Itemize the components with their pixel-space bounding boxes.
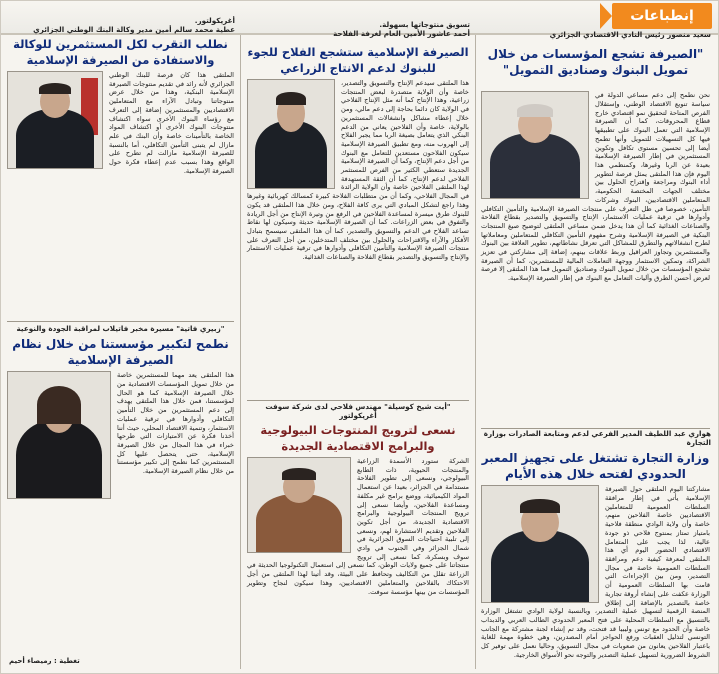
article-body-text: نحن نطمح إلى دعم مساعي الدولة في سياسة تنويع الاقتصاد الوطني، وإستقلال الفرص المتاحة لتحقيق نمو اقتصادي خارج قطاع المحروقات، كما أن الصيرفة الإسلامية التي تعمل البنوك على تطبيقها فيها كل التسهيلات للتمويل وأنها تطمح أيضا إلى تحسين مستوى تكافل وتكوين المستثمرين في إطار الصيرفة الإسلامية بعيدة عن الربا وغيرها، وكمنظمي هذا اليوم فإن هذا الملتقى يمثل فرصة لتطوير أداء البنوك ومراجعة وإقتراح الحلول بين مختلف الجهات المختصة الحكومية، المتعاملين الاقتصاديين، البنوك وشركات التأمين، خصوصا في ظل التعرف على منتجات الصيرفة الإسلامية والتأمين التكافلي وأدوارها في ترقية عمليات الاستثمار، الإنتاج والتسويق والتصدير بقطاع الفلاحة والصناعات الغذائية كما أن هذا يدخل ضمن مساعي الملتقى لتوضيح صيغ المنتجات البنكية في الصيرفة الإسلامية وشرح مفهوم التأمين التكافلي للمتعاملين ومعاملاتها لطرح انشغالاتهم والتطرق للمشاكل التي تعرقل نشاطاتهم، تطوير العلاقة بين البنوك والمستثمرين وتجاوز العراقيل وربط علاقات بينهم، إضافة إلى مشاركتي في تعزيز الشراكة، وتمكين الاستثمار ووجهة التعاملات المالية للمستثمرين، كما أن الصيرفة تشجع المؤسسات من خلال تمويل البنوك وصناديق التمويل فما هذا الملتقى إلا فرصة لعرض أحسن الطرق وآليات التعامل مع البنوك في إطار الصيرفة الإسلامية. bbox=[481, 91, 710, 283]
article-body bbox=[243, 78, 473, 263]
article-aitcheikh bbox=[243, 401, 473, 669]
article-houari bbox=[477, 428, 714, 669]
portrait-photo bbox=[481, 485, 599, 603]
article-headline: نطمح لتكبير مؤسستنا من خلال نظام الصيرفة الإسلامية bbox=[12, 337, 229, 368]
article-byline: سعيد منصور رئيس النادي الاقتصادي الجزائري bbox=[549, 30, 711, 39]
column-left bbox=[3, 15, 238, 669]
article-body bbox=[3, 370, 238, 476]
column-divider bbox=[240, 35, 241, 669]
article-body-text: الملتقى هذا كان فرصة للبنك الوطني الجزائري لأنه رائد في تقديم منتوجات الصيرفة الإسلامية البنكية، وهذا من خلال عرض منتوجاتنا وتبادل الآراء مع المتعاملين الاقتصاديين والمستثمرين إضافة إلى التعرف مع رؤساء البنوك الأخرى سواء اكتشاف منتوجات البنوك الأخرى أو اكتشاف المواد الخاصة بالتأمينات خاصة وأن البنك في علم مازال لم يتبنى التأمين التكافلي، أما بالنسبة للصيرفة الإسلامية مازالت لم تطرح على الواقع وهذا بسبب عدم إعطاء فكرة حول الصيرفة الإسلامية. bbox=[109, 71, 234, 175]
article-body bbox=[243, 456, 473, 597]
article-body-text: هذا الملتقى سيدعم الإنتاج والتسويق والتصدير، خاصة وأن الولاية متصدرة لبعض المنتجات زراعية، وهذا الإنتاج كما أنه مثل الإنتاج الفلاحي في الولاية كان دائما بحاجة إلى دعم مالي، ومن خلال إعطاء مشاكل وانشغالات المستثمرين بالولاية، خاصة وأن الفلاحين يعاني من الدعم البنكي الذي يتعامل بصيغة الربا مما يجبر الفلاح إلى الهروب منه، ومع تطبيق الصيرفة الإسلامية سيكون الفلاحون مستعدين للتعامل مع البنوك من أجل دعم الإنتاج، وكما أن الصيرفة الإسلامية الجديدة ستعطي الكثير من الفرص للمستثمر الفلاحي لدعم الإنتاج، كما أن الثقة المستهدفة لهذا الملتقى الفلاحين خاصة وأن الولاية الرائدة في المجال الفلاحي، وكما أن من متطلبات الفلاحة كبيرة كمسالك كهربائية وغيرها وهذا راجع لتشكل المبادي التي يرى كافة الفلاح، ومن خلال هذا الملتقى قد يكون للبنوك طرق ميسرة لمساعدة الفلاحين في الرفع من وتيرة الإنتاج من أجل الريادة والتفوق في بعض الزراعات. كما أن الصيرفة الإسلامية حديثة وسيكون لها نقاط تساعد الفلاح في الدعم والتسويق والتصدير، كما أن هذا الملتقى سيسمح بتبادل الأفكار والآراء والاقتراحات والحلول بين مختلف المتدخلين، من أجل التعرف على منتجات الصيرفة الإسلامية والتأمين التكافلي وأدوارها في ترقية عمليات الاستثمار والإنتاج والتسويق والتصدير بقطاع الفلاحة والصناعات الغذائية. bbox=[247, 79, 469, 262]
article-body bbox=[3, 70, 238, 176]
article-body-text: هذا الملتقى يعد مهما للمستثمرين خاصة من خلال تمويل المؤسسات الاقتصادية من خلال الصيرفة الإسلامية كما هو الحال لمؤسستنا، فمن خلال هذا الملتقى يهدف إلى دعم المستثمرين من خلال التأمين التكافلي وأدوارها في ترقية عمليات الاستثمار، وتنمية الاقتصاد المحلي، حيث أننا أخذنا فكرة عن الامتيازات التي طرحها خبراء في هذا المجال من خلال الصيرفة الإسلامية، حتى يتحصل عليها كل المستثمرين كما نطمح إلى تكبير مؤسستنا من خلال نظام الصيرفة الإسلامية. bbox=[117, 371, 234, 476]
article-headline: "الصيرفة تشجع المؤسسات من خلال تمويل البنوك وصناديق التمويل" bbox=[487, 47, 704, 78]
article-body bbox=[477, 484, 714, 660]
portrait-photo bbox=[247, 79, 335, 189]
article-byline: "أيت شيخ كوسيلة" مهندس فلاحي لدى شركة سوفت أغريكولتور bbox=[265, 402, 451, 420]
columns bbox=[5, 15, 714, 669]
portrait-photo bbox=[481, 91, 589, 199]
article-body-text: مشاركتنا اليوم الملتقى حول الصيرفة الإسلامية يأتي في إطار مرافقة السلطات العمومية للمتعاملين الاقتصاديين خاصة الفلاحين منهم، خاصة وأن ولاية الوادي منطقة فلاحية بامتياز تمتاز بمنتوج فلاحي ذو جودة عالية، لذا يجب على المتعامل الاقتصادي الحضور اليوم أي هذا الملتقى لمعرفة كيفية دعم ومرافقة السلطات العمومية خاصة في مجال التصدير، ومن بين الإجراءات التي قامت بها السلطات العمومية أن الوزارة عكفت على إنشاء أروقة تجارية خاصة بالتصدير بالإضافة إلى إطلاق المنصة الرقمية لتسهيل عملية التصدير، وبالنسبة لولاية الوادي تشتغل الوزارة بالتنسيق مع السلطات المحلية على فتح المعبر الحدودي الطالب العربي والدبداب خاصة وأن الحدود مع تونس وليبيا قد فتحت، وقد تم إنشاء لجنة مشتركة مع الجانب التونسي لتذليل العقبات ورفع الحواجز أمام المصدرين، وهي خطوة مهمة للغاية باعتبار الفلاحين يعانون من صعوبات في مجال التسويق، وحاليا نعمل على توفير كل الشروط الضرورية لتسهيل عملية التصدير والتوجه نحو الأسواق الخارجية. bbox=[481, 485, 710, 659]
article-achour bbox=[243, 19, 473, 399]
article-zebiri bbox=[3, 323, 238, 651]
article-mansour bbox=[477, 29, 714, 424]
article-headline: نطلب التقرب لكل المستثمرين للوكالة والاستفادة من الصيرفة الإسلامية bbox=[13, 37, 228, 67]
article-headline: الصيرفة الإسلامية ستشجع الفلاح للجوء للبنوك لدعم الانتاج الزراعي bbox=[247, 45, 469, 75]
article-divider bbox=[7, 321, 234, 322]
column-middle bbox=[243, 15, 473, 669]
portrait-photo bbox=[247, 457, 351, 553]
column-divider bbox=[475, 35, 476, 669]
portrait-photo bbox=[7, 71, 103, 169]
article-byline: "زبيري فاتية" مسيرة مخبر فاتيلاب لمراقبة الجودة والنوعية bbox=[16, 324, 225, 333]
article-body-text: الشركة ستورد الأسمدة الزراعية والمنتجات الحيوية، ذات الطابع البيولوجي، ونسعى إلى تطوير الفلاحة مستدامة في الجزائر، بعيدا عن استعمال المواد الكيميائية، ووضع برامج غير مكلفة ومساعدة الفلاحين، وأيضا نسعى إلى ترويج المنتجات البيولوجية والبرامج الاقتصادية الجديدة، من أجل تكوين الفلاحين وتقديم الاستشارة لهم، ونسعى إلى تلبية احتياجات السوق الجزائرية في شمال الجزائر وفي الجنوب في وادي سوف وبسكرة، كما نسعى إلى ترويج منتجاتنا على جميع ولايات الوطن، كما نسعى إلى استعمال التكنولوجيا الحديثة في الزراعة تقلل من التكاليف وتحافظ على البيئة، وقد أتينا لهذا الملتقى من أجل الاحتكاك بالفلاحين والمتعاملين الاقتصاديين، وهذا سيكون لنجاح وتطوير المؤسسات من بينها مؤسسة سوفت. bbox=[247, 457, 469, 596]
article-headline: وزارة التجارة تشتغل على تجهيز المعبر الحدودي لفتحه خلال هذه الأيام bbox=[481, 451, 710, 482]
coverage-credit: تغطية : رميصاء أحيم bbox=[9, 657, 80, 665]
section-label: إنطباعات bbox=[612, 3, 712, 29]
article-headline: نسعى لترويج المنتوجات البيولوجية والبرامج الاقتصادية الجديدة bbox=[260, 423, 456, 453]
article-byline: هواري عبد اللطيف المدير الفرعي لدعم ومتابعة الصادرات بوزارة التجارة bbox=[483, 429, 711, 447]
portrait-photo bbox=[7, 371, 111, 499]
article-byline: أغريكولتور. عطية محمد سالم أمين مدير وكالة البنك الوطني الجزائري bbox=[33, 16, 235, 34]
article-byline: تسويق منتوجاتها بسهولة. أحمد عاشور الأمين العام لغرفة الفلاحة bbox=[333, 20, 470, 38]
column-right bbox=[477, 15, 714, 669]
article-attia bbox=[3, 15, 238, 315]
article-body bbox=[477, 90, 714, 283]
